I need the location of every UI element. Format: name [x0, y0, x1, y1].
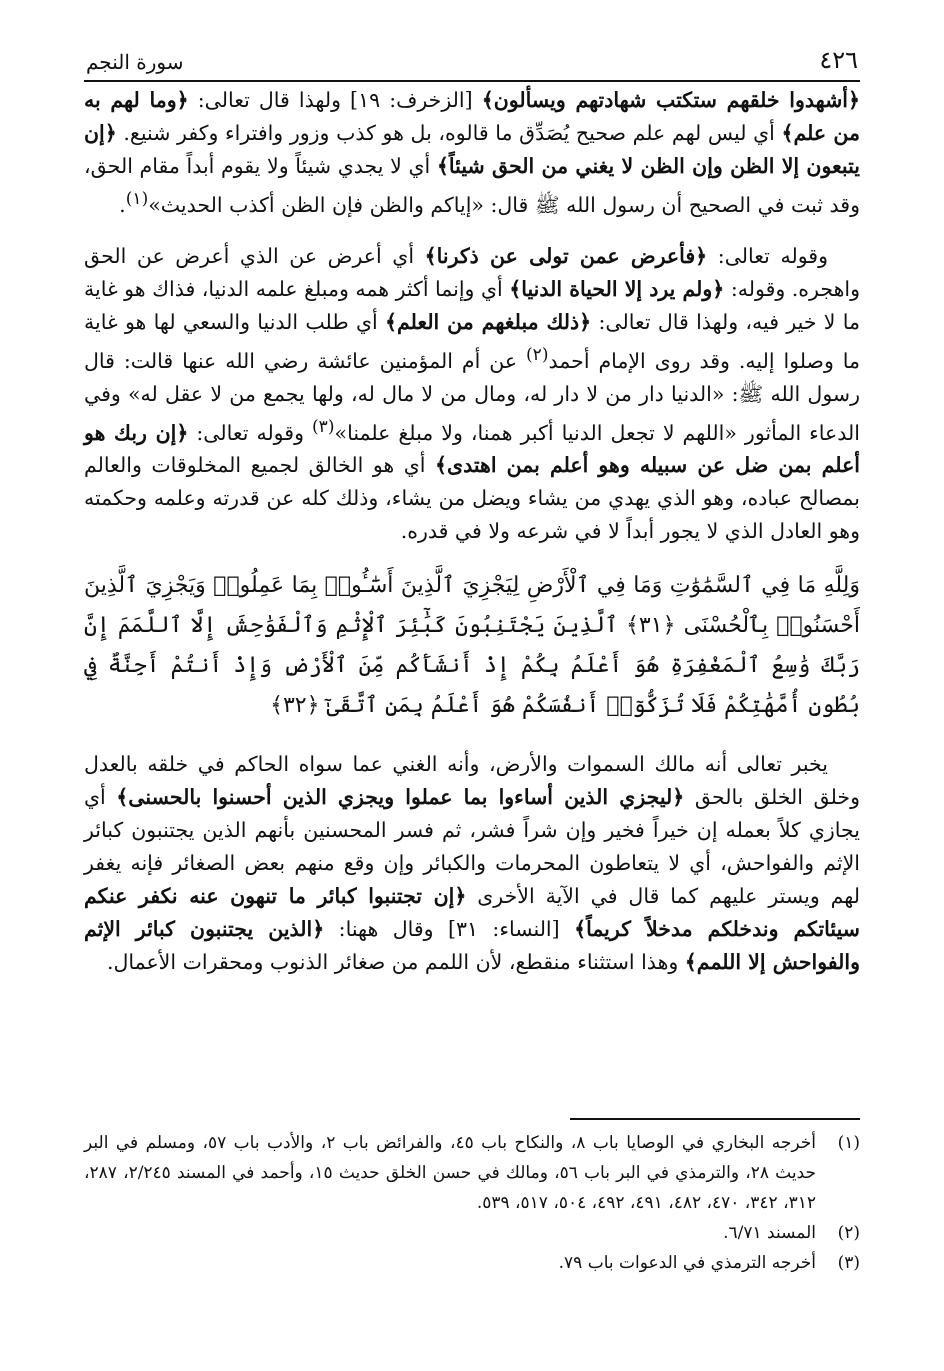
- footnote-text: أخرجه الترمذي في الدعوات باب ٧٩.: [558, 1253, 816, 1273]
- footnote-number: (١): [837, 1133, 860, 1153]
- text-span: أي أعرض عن الذي أعرض عن الحق واهجره. وقوله:: [84, 243, 860, 301]
- text-span: أي طلب الدنيا والسعي لها هو غاية ما وصلوا إليه. وقد روى الإمام أحمد: [84, 309, 861, 373]
- text-span: وقوله تعالى:: [707, 243, 828, 268]
- quran-quote: ﴿ولم يرد إلا الحياة الدنيا﴾: [509, 276, 725, 301]
- footnote-text: المسند ٦/٧١.: [723, 1223, 816, 1243]
- text-span: [النساء: ٣١] وقال ههنا:: [324, 917, 575, 942]
- quran-quote: ﴿الذين يجتنبون كبائر الإثم والفواحش إلا اللمم﴾: [84, 917, 860, 975]
- quran-verse-block: وَلِلَّهِ مَا فِي ٱلسَّمَٰوَٰتِ وَمَا فِي ٱلْأَرْضِ لِيَجْزِيَ ٱلَّذِينَ أَسَٰٓـُٔوا۟ بِمَا عَمِلُوا۟ وَيَجْزِيَ ٱلَّذِينَ أَحْسَنُوا۟ بِٱلْحُسْنَى ﴿٣١﴾ ٱلَّذِينَ يَجْتَنِبُونَ كَبَٰٓئِرَ ٱلْإِثْمِ وَٱلْفَوَٰحِشَ إِلَّا ٱللَّمَمَ إِنَّ رَبَّكَ وَٰسِعُ ٱلْمَغْفِرَةِ هُوَ أَعْلَمُ بِكُمْ إِذْ أَنشَأَكُم مِّنَ ٱلْأَرْضِ وَإِذْ أَنتُمْ أَجِنَّةٌ فِي بُطُونِ أُمَّهَٰتِكُمْ فَلَا تُزَكُّوٓا۟ أَنفُسَكُمْ هُوَ أَعْلَمُ بِمَنِ ٱتَّقَىٰٓ ﴿٣٢﴾: [84, 573, 860, 719]
- surah-title: سورة النجم: [86, 50, 184, 74]
- quran-quote: ﴿ليجزي الذين أساءوا بما عملوا ويجزي الذين أحسنوا بالحسنى﴾: [116, 785, 685, 810]
- paragraph-1: [84, 84, 860, 222]
- footnote-ref[interactable]: (٢): [526, 344, 549, 365]
- footnote-2: [84, 1218, 860, 1248]
- quran-quote: ﴿ذلك مبلغهم من العلم﴾: [384, 309, 592, 334]
- footnote-divider: [570, 1118, 860, 1120]
- footnote-1: [84, 1128, 860, 1218]
- footnotes: [84, 1128, 860, 1278]
- text-span: عن أم المؤمنين عائشة رضي الله عنها قالت: قال رسول الله ﷺ: «الدنيا دار من لا دار له، ومال من لا مال له، ولها يجمع من لا عقل له» وفي الدعاء المأثور «اللهم لا تجعل الدنيا أكبر همنا، ولا مبلغ علمنا»: [84, 348, 860, 445]
- paragraph-3: [84, 748, 860, 979]
- text-span: يخبر تعالى أنه مالك السموات والأرض، وأنه الغني عما سواه الحاكم في خلقه بالعدل وخلق الخلق بالحق: [84, 752, 861, 810]
- text-span: .: [119, 192, 126, 217]
- text-span: وقوله تعالى:: [188, 420, 312, 445]
- text-span: وهذا استثناء منقطع، لأن اللمم من صغائر الذنوب ومحقرات الأعمال.: [106, 950, 685, 975]
- text-span: [الزخرف: ١٩] ولهذا قال تعالى:: [188, 88, 482, 112]
- quran-quote: ﴿فأعرض عمن تولى عن ذكرنا﴾: [424, 243, 708, 268]
- footnote-text: أخرجه البخاري في الوصايا باب ٨، والنكاح باب ٤٥، والفرائض باب ٢، والأدب باب ٥٧، ومسلم في البر حديث ٢٨، والترمذي في البر باب ٥٦، ومالك في حسن الخلق حديث ١٥، وأحمد في المسند ٢/٢٤٥، ٢٨٧، ٣١٢، ٣٤٢، ٤٧٠، ٤٨٢، ٤٩١، ٤٩٢، ٥٠٤، ٥١٧، ٥٣٩.: [84, 1133, 817, 1213]
- text-span: أي هو الخالق لجميع المخلوقات والعالم بمصالح عباده، وهو الذي يهدي من يشاء ويضل من يشاء، وذلك كله عن قدرته وعلمه وحكمته وهو العادل الذي لا يجور أبداً لا في شرعه ولا في قدره.: [84, 453, 860, 544]
- main-text: [84, 84, 860, 979]
- quran-quote: ﴿أشهدوا خلقهم ستكتب شهادتهم ويسألون﴾: [481, 88, 860, 112]
- paragraph-2: [84, 240, 860, 549]
- footnote-ref[interactable]: (١): [125, 189, 149, 209]
- quran-quote: ﴿إن تجتنبوا كبائر ما تنهون عنه نكفر عنكم سيئاتكم وندخلكم مدخلاً كريماً﴾: [84, 884, 860, 942]
- quran-quote: ﴿إن يتبعون إلا الظن وإن الظن لا يغني من الحق شيئاً﴾: [84, 121, 860, 178]
- footnote-number: (٣): [837, 1253, 860, 1273]
- text-span: أي لا يجدي شيئاً ولا يقوم أبداً مقام الحق، وقد ثبت في الصحيح أن رسول الله ﷺ قال: «إياكم والظن فإن الظن أكذب الحديث»: [84, 154, 860, 217]
- text-span: أي يجازي كلاً بعمله إن خيراً فخير وإن شراً فشر، ثم فسر المحسنين بأنهم الذين يجتنبون كبائر الإثم والفواحش، أي لا يتعاطون المحرمات والكبائر وإن وقع منهم بعض الصغائر فإنه يغفر لهم ويستر عليهم كما قال في الآية الأخرى: [84, 785, 860, 909]
- page-number: ٤٢٦: [819, 46, 858, 74]
- text-span: أي ليس لهم علم صحيح يُصَدِّق ما قالوه، بل هو كذب وزور وافتراء وكفر شنيع.: [116, 121, 782, 145]
- footnote-number: (٢): [837, 1223, 860, 1243]
- footnote-ref[interactable]: (٣): [312, 416, 335, 437]
- quran-quote: ﴿إن ربك هو أعلم بمن ضل عن سبيله وهو أعلم بمن اهتدى﴾: [84, 420, 861, 478]
- quran-quote: ﴿وما لهم به من علم﴾: [84, 88, 860, 145]
- footnote-3: [84, 1248, 860, 1278]
- text-span: أي وإنما أكثر همه ومبلغ علمه الدنيا، فذاك هو غاية ما لا خير فيه، ولهذا قال تعالى:: [84, 276, 860, 334]
- page-header: [84, 44, 860, 82]
